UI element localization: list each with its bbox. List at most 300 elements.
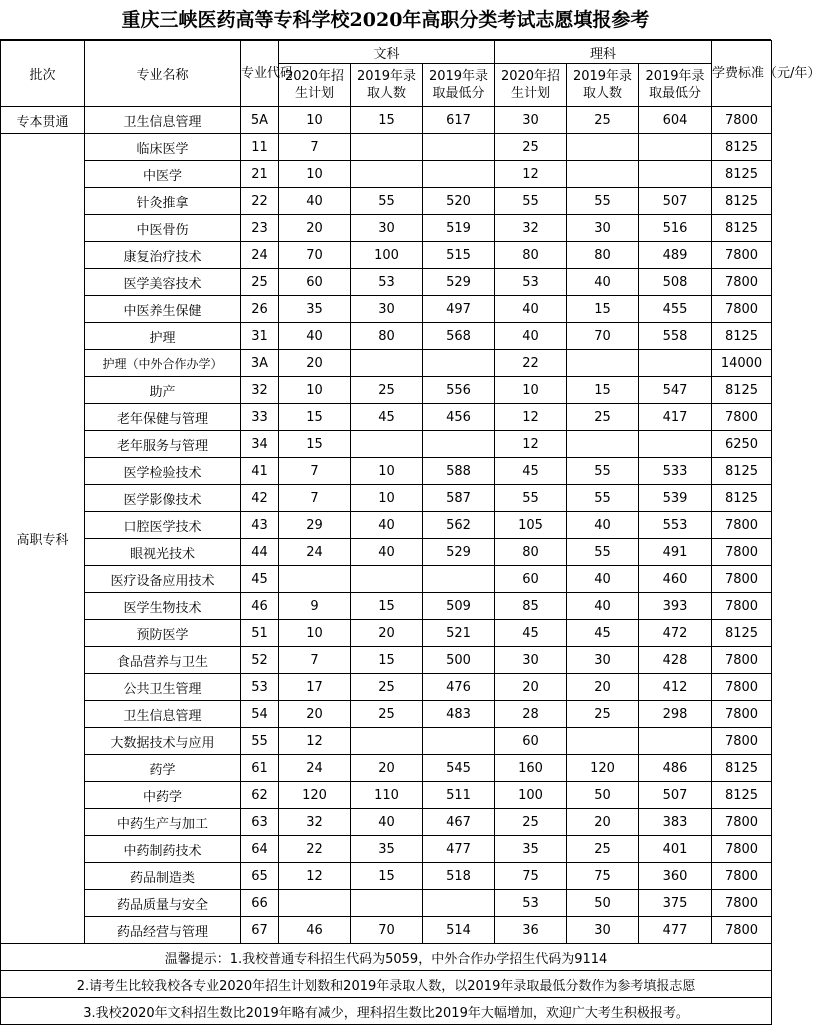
major-code: 11 <box>241 134 279 161</box>
table-row <box>1 782 772 809</box>
table-row <box>1 566 772 593</box>
note-1: 温馨提示：1.我校普通专科招生代码为5059，中外合作办学招生代码为9114 <box>1 944 772 971</box>
wenke-admit-2019: 30 <box>351 296 423 323</box>
like-admit-2019: 25 <box>567 404 639 431</box>
like-min-2019: 558 <box>639 323 712 350</box>
major-code: 65 <box>241 863 279 890</box>
table-row <box>1 836 772 863</box>
wenke-min-2019: 514 <box>423 917 495 944</box>
wenke-plan-2020: 40 <box>279 188 351 215</box>
admission-table <box>0 40 820 1025</box>
like-plan-2020: 60 <box>495 728 567 755</box>
major-code: 41 <box>241 458 279 485</box>
tuition-fee: 8125 <box>712 215 772 242</box>
major-name: 医学生物技术 <box>85 593 241 620</box>
like-plan-2020: 100 <box>495 782 567 809</box>
like-admit-2019: 45 <box>567 620 639 647</box>
major-code: 61 <box>241 755 279 782</box>
table-row <box>1 701 772 728</box>
wenke-min-2019: 477 <box>423 836 495 863</box>
like-min-2019: 489 <box>639 242 712 269</box>
wenke-plan-2020: 29 <box>279 512 351 539</box>
header-code: 专业代码 <box>241 41 279 107</box>
wenke-min-2019: 545 <box>423 755 495 782</box>
tuition-fee: 7800 <box>712 512 772 539</box>
wenke-min-2019: 529 <box>423 539 495 566</box>
table-row <box>1 512 772 539</box>
major-name: 中药生产与加工 <box>85 809 241 836</box>
like-admit-2019: 40 <box>567 512 639 539</box>
wenke-plan-2020: 17 <box>279 674 351 701</box>
major-name: 中医学 <box>85 161 241 188</box>
table-row <box>1 755 772 782</box>
like-min-2019: 375 <box>639 890 712 917</box>
wenke-admit-2019: 10 <box>351 485 423 512</box>
major-code: 24 <box>241 242 279 269</box>
like-min-2019: 428 <box>639 647 712 674</box>
like-admit-2019: 30 <box>567 917 639 944</box>
major-name: 食品营养与卫生 <box>85 647 241 674</box>
wenke-admit-2019: 110 <box>351 782 423 809</box>
table-row <box>1 431 772 458</box>
wenke-plan-2020: 12 <box>279 728 351 755</box>
like-plan-2020: 20 <box>495 674 567 701</box>
tuition-fee: 7800 <box>712 107 772 134</box>
tuition-fee: 7800 <box>712 917 772 944</box>
tuition-fee: 8125 <box>712 134 772 161</box>
table-row <box>1 404 772 431</box>
major-name: 口腔医学技术 <box>85 512 241 539</box>
like-plan-2020: 53 <box>495 890 567 917</box>
wenke-min-2019 <box>423 566 495 593</box>
wenke-plan-2020: 24 <box>279 539 351 566</box>
like-plan-2020: 25 <box>495 134 567 161</box>
like-min-2019: 298 <box>639 701 712 728</box>
table-row <box>1 188 772 215</box>
wenke-min-2019 <box>423 890 495 917</box>
tuition-fee: 7800 <box>712 269 772 296</box>
like-min-2019: 553 <box>639 512 712 539</box>
major-code: 26 <box>241 296 279 323</box>
tuition-fee: 8125 <box>712 458 772 485</box>
wenke-plan-2020: 120 <box>279 782 351 809</box>
wenke-admit-2019: 15 <box>351 593 423 620</box>
like-plan-2020: 12 <box>495 404 567 431</box>
table-row <box>1 809 772 836</box>
like-min-2019: 486 <box>639 755 712 782</box>
note-row <box>1 998 772 1025</box>
wenke-admit-2019 <box>351 350 423 377</box>
like-admit-2019: 30 <box>567 647 639 674</box>
batch-cell: 专本贯通 <box>1 107 85 134</box>
wenke-min-2019: 568 <box>423 323 495 350</box>
wenke-admit-2019: 80 <box>351 323 423 350</box>
like-plan-2020: 12 <box>495 161 567 188</box>
major-name: 中药学 <box>85 782 241 809</box>
major-name: 医学影像技术 <box>85 485 241 512</box>
major-code: 44 <box>241 539 279 566</box>
tuition-fee: 7800 <box>712 593 772 620</box>
wenke-min-2019: 476 <box>423 674 495 701</box>
like-min-2019: 455 <box>639 296 712 323</box>
tuition-fee: 14000 <box>712 350 772 377</box>
like-plan-2020: 105 <box>495 512 567 539</box>
like-min-2019: 516 <box>639 215 712 242</box>
wenke-min-2019 <box>423 728 495 755</box>
like-admit-2019: 55 <box>567 539 639 566</box>
table-row <box>1 161 772 188</box>
table-row <box>1 377 772 404</box>
like-plan-2020: 30 <box>495 107 567 134</box>
major-name: 临床医学 <box>85 134 241 161</box>
wenke-plan-2020: 10 <box>279 107 351 134</box>
wenke-admit-2019: 10 <box>351 458 423 485</box>
header-like: 理科 <box>495 41 712 64</box>
tuition-fee: 7800 <box>712 566 772 593</box>
major-name: 公共卫生管理 <box>85 674 241 701</box>
like-min-2019 <box>639 134 712 161</box>
major-code: 23 <box>241 215 279 242</box>
wenke-plan-2020: 20 <box>279 701 351 728</box>
like-plan-2020: 10 <box>495 377 567 404</box>
wenke-plan-2020: 20 <box>279 215 351 242</box>
like-plan-2020: 55 <box>495 188 567 215</box>
table-row <box>1 485 772 512</box>
tuition-fee: 8125 <box>712 485 772 512</box>
tuition-fee: 8125 <box>712 323 772 350</box>
major-name: 药学 <box>85 755 241 782</box>
tuition-fee: 7800 <box>712 674 772 701</box>
major-code: 62 <box>241 782 279 809</box>
table-row <box>1 917 772 944</box>
like-admit-2019: 55 <box>567 485 639 512</box>
table-row <box>1 863 772 890</box>
like-min-2019: 491 <box>639 539 712 566</box>
like-plan-2020: 45 <box>495 458 567 485</box>
wenke-plan-2020: 15 <box>279 404 351 431</box>
tuition-fee: 7800 <box>712 836 772 863</box>
wenke-admit-2019: 70 <box>351 917 423 944</box>
wenke-plan-2020: 7 <box>279 134 351 161</box>
header-w-plan: 2020年招生计划 <box>279 64 351 107</box>
major-name: 护理 <box>85 323 241 350</box>
like-plan-2020: 53 <box>495 269 567 296</box>
table-row <box>1 350 772 377</box>
table-row <box>1 728 772 755</box>
like-min-2019: 401 <box>639 836 712 863</box>
wenke-admit-2019 <box>351 161 423 188</box>
tuition-fee: 7800 <box>712 242 772 269</box>
like-admit-2019: 30 <box>567 215 639 242</box>
wenke-plan-2020: 32 <box>279 809 351 836</box>
table-row <box>1 890 772 917</box>
major-name: 大数据技术与应用 <box>85 728 241 755</box>
header-major: 专业名称 <box>85 41 241 107</box>
wenke-min-2019: 456 <box>423 404 495 431</box>
table-row <box>1 593 772 620</box>
wenke-admit-2019: 100 <box>351 242 423 269</box>
header-row-1 <box>1 41 772 64</box>
like-plan-2020: 45 <box>495 620 567 647</box>
like-min-2019: 604 <box>639 107 712 134</box>
header-l-admit: 2019年录取人数 <box>567 64 639 107</box>
header-fee: 学费标准（元/年） <box>712 41 772 107</box>
like-min-2019: 393 <box>639 593 712 620</box>
wenke-plan-2020: 10 <box>279 161 351 188</box>
wenke-admit-2019 <box>351 890 423 917</box>
major-name: 针灸推拿 <box>85 188 241 215</box>
like-plan-2020: 80 <box>495 242 567 269</box>
tuition-fee: 7800 <box>712 647 772 674</box>
tuition-fee: 8125 <box>712 620 772 647</box>
major-name: 护理（中外合作办学） <box>85 350 241 377</box>
major-code: 3A <box>241 350 279 377</box>
like-plan-2020: 40 <box>495 296 567 323</box>
like-min-2019: 547 <box>639 377 712 404</box>
tuition-fee: 6250 <box>712 431 772 458</box>
major-code: 64 <box>241 836 279 863</box>
wenke-min-2019 <box>423 161 495 188</box>
major-name: 医学检验技术 <box>85 458 241 485</box>
like-plan-2020: 60 <box>495 566 567 593</box>
wenke-plan-2020: 10 <box>279 620 351 647</box>
major-name: 中医骨伤 <box>85 215 241 242</box>
header-wenke: 文科 <box>279 41 495 64</box>
major-code: 63 <box>241 809 279 836</box>
table-row <box>1 539 772 566</box>
wenke-admit-2019: 40 <box>351 512 423 539</box>
wenke-plan-2020: 35 <box>279 296 351 323</box>
like-min-2019: 507 <box>639 188 712 215</box>
major-code: 46 <box>241 593 279 620</box>
wenke-plan-2020: 7 <box>279 485 351 512</box>
major-name: 老年服务与管理 <box>85 431 241 458</box>
major-code: 42 <box>241 485 279 512</box>
wenke-admit-2019 <box>351 431 423 458</box>
like-min-2019 <box>639 728 712 755</box>
note-row <box>1 971 772 998</box>
like-plan-2020: 55 <box>495 485 567 512</box>
major-code: 43 <box>241 512 279 539</box>
wenke-min-2019: 587 <box>423 485 495 512</box>
tuition-fee: 8125 <box>712 188 772 215</box>
major-name: 药品经营与管理 <box>85 917 241 944</box>
major-code: 54 <box>241 701 279 728</box>
tuition-fee: 7800 <box>712 404 772 431</box>
like-admit-2019 <box>567 134 639 161</box>
like-admit-2019: 55 <box>567 188 639 215</box>
major-code: 31 <box>241 323 279 350</box>
major-name: 医疗设备应用技术 <box>85 566 241 593</box>
major-code: 55 <box>241 728 279 755</box>
like-min-2019 <box>639 431 712 458</box>
like-plan-2020: 25 <box>495 809 567 836</box>
wenke-min-2019: 519 <box>423 215 495 242</box>
wenke-plan-2020: 15 <box>279 431 351 458</box>
major-code: 5A <box>241 107 279 134</box>
wenke-admit-2019: 30 <box>351 215 423 242</box>
like-plan-2020: 80 <box>495 539 567 566</box>
major-code: 66 <box>241 890 279 917</box>
like-min-2019: 412 <box>639 674 712 701</box>
major-code: 53 <box>241 674 279 701</box>
tuition-fee: 8125 <box>712 755 772 782</box>
major-code: 22 <box>241 188 279 215</box>
like-min-2019: 507 <box>639 782 712 809</box>
wenke-min-2019: 515 <box>423 242 495 269</box>
note-row <box>1 944 772 971</box>
like-admit-2019: 20 <box>567 674 639 701</box>
wenke-min-2019: 617 <box>423 107 495 134</box>
header-l-min: 2019年录取最低分 <box>639 64 712 107</box>
like-min-2019: 533 <box>639 458 712 485</box>
table-row <box>1 242 772 269</box>
wenke-admit-2019 <box>351 728 423 755</box>
like-min-2019: 360 <box>639 863 712 890</box>
wenke-min-2019 <box>423 134 495 161</box>
wenke-min-2019: 467 <box>423 809 495 836</box>
wenke-admit-2019: 15 <box>351 647 423 674</box>
like-plan-2020: 30 <box>495 647 567 674</box>
like-admit-2019: 40 <box>567 566 639 593</box>
table-row <box>1 269 772 296</box>
note-3: 3.我校2020年文科招生数比2019年略有减少，理科招生数比2019年大幅增加，欢迎广大考生积极报考。 <box>1 998 772 1025</box>
like-admit-2019 <box>567 350 639 377</box>
like-plan-2020: 32 <box>495 215 567 242</box>
like-admit-2019: 120 <box>567 755 639 782</box>
tuition-fee: 7800 <box>712 890 772 917</box>
like-admit-2019: 25 <box>567 701 639 728</box>
major-name: 康复治疗技术 <box>85 242 241 269</box>
like-min-2019: 417 <box>639 404 712 431</box>
major-name: 药品质量与安全 <box>85 890 241 917</box>
like-admit-2019 <box>567 431 639 458</box>
major-name: 老年保健与管理 <box>85 404 241 431</box>
like-min-2019: 477 <box>639 917 712 944</box>
wenke-admit-2019 <box>351 566 423 593</box>
major-code: 33 <box>241 404 279 431</box>
like-admit-2019: 80 <box>567 242 639 269</box>
like-min-2019: 508 <box>639 269 712 296</box>
wenke-min-2019: 562 <box>423 512 495 539</box>
wenke-min-2019: 521 <box>423 620 495 647</box>
wenke-plan-2020: 46 <box>279 917 351 944</box>
wenke-admit-2019: 45 <box>351 404 423 431</box>
wenke-admit-2019: 25 <box>351 674 423 701</box>
major-code: 45 <box>241 566 279 593</box>
tuition-fee: 8125 <box>712 782 772 809</box>
like-admit-2019 <box>567 161 639 188</box>
wenke-admit-2019: 15 <box>351 107 423 134</box>
like-plan-2020: 85 <box>495 593 567 620</box>
like-admit-2019: 75 <box>567 863 639 890</box>
like-admit-2019: 15 <box>567 296 639 323</box>
tuition-fee: 7800 <box>712 863 772 890</box>
wenke-min-2019: 497 <box>423 296 495 323</box>
table-row <box>1 620 772 647</box>
wenke-plan-2020: 40 <box>279 323 351 350</box>
wenke-admit-2019: 53 <box>351 269 423 296</box>
major-code: 51 <box>241 620 279 647</box>
wenke-admit-2019: 35 <box>351 836 423 863</box>
major-name: 眼视光技术 <box>85 539 241 566</box>
like-plan-2020: 36 <box>495 917 567 944</box>
like-plan-2020: 40 <box>495 323 567 350</box>
wenke-plan-2020: 24 <box>279 755 351 782</box>
major-code: 52 <box>241 647 279 674</box>
major-name: 卫生信息管理 <box>85 701 241 728</box>
wenke-min-2019: 483 <box>423 701 495 728</box>
tuition-fee: 8125 <box>712 377 772 404</box>
table-row <box>1 458 772 485</box>
like-plan-2020: 75 <box>495 863 567 890</box>
major-name: 预防医学 <box>85 620 241 647</box>
note-2: 2.请考生比较我校各专业2020年招生计划数和2019年录取人数，以2019年录取最低分数作为参考填报志愿 <box>1 971 772 998</box>
major-name: 医学美容技术 <box>85 269 241 296</box>
tuition-fee: 7800 <box>712 701 772 728</box>
major-code: 32 <box>241 377 279 404</box>
header-l-plan: 2020年招生计划 <box>495 64 567 107</box>
like-plan-2020: 35 <box>495 836 567 863</box>
like-admit-2019: 25 <box>567 107 639 134</box>
wenke-min-2019: 518 <box>423 863 495 890</box>
like-plan-2020: 12 <box>495 431 567 458</box>
wenke-admit-2019: 20 <box>351 620 423 647</box>
like-admit-2019 <box>567 728 639 755</box>
wenke-min-2019: 588 <box>423 458 495 485</box>
wenke-plan-2020 <box>279 566 351 593</box>
wenke-plan-2020: 7 <box>279 458 351 485</box>
wenke-plan-2020: 10 <box>279 377 351 404</box>
wenke-admit-2019: 55 <box>351 188 423 215</box>
tuition-fee: 7800 <box>712 296 772 323</box>
wenke-admit-2019 <box>351 134 423 161</box>
major-name: 药品制造类 <box>85 863 241 890</box>
wenke-min-2019: 509 <box>423 593 495 620</box>
major-name: 卫生信息管理 <box>85 107 241 134</box>
wenke-plan-2020: 7 <box>279 647 351 674</box>
wenke-min-2019 <box>423 431 495 458</box>
wenke-min-2019: 511 <box>423 782 495 809</box>
like-min-2019 <box>639 350 712 377</box>
wenke-admit-2019: 25 <box>351 701 423 728</box>
major-code: 34 <box>241 431 279 458</box>
table-row <box>1 674 772 701</box>
wenke-min-2019: 520 <box>423 188 495 215</box>
like-min-2019: 383 <box>639 809 712 836</box>
major-code: 21 <box>241 161 279 188</box>
wenke-plan-2020: 60 <box>279 269 351 296</box>
wenke-plan-2020: 12 <box>279 863 351 890</box>
major-code: 25 <box>241 269 279 296</box>
page-title: 重庆三峡医药高等专科学校2020年高职分类考试志愿填报参考 <box>0 0 771 40</box>
like-admit-2019: 40 <box>567 593 639 620</box>
like-admit-2019: 55 <box>567 458 639 485</box>
major-name: 中医养生保健 <box>85 296 241 323</box>
like-min-2019: 472 <box>639 620 712 647</box>
table-row <box>1 215 772 242</box>
like-admit-2019: 20 <box>567 809 639 836</box>
major-name: 中药制药技术 <box>85 836 241 863</box>
major-name: 助产 <box>85 377 241 404</box>
header-w-admit: 2019年录取人数 <box>351 64 423 107</box>
wenke-plan-2020 <box>279 890 351 917</box>
wenke-plan-2020: 9 <box>279 593 351 620</box>
table-row <box>1 107 772 134</box>
tuition-fee: 7800 <box>712 539 772 566</box>
wenke-min-2019: 529 <box>423 269 495 296</box>
major-code: 67 <box>241 917 279 944</box>
